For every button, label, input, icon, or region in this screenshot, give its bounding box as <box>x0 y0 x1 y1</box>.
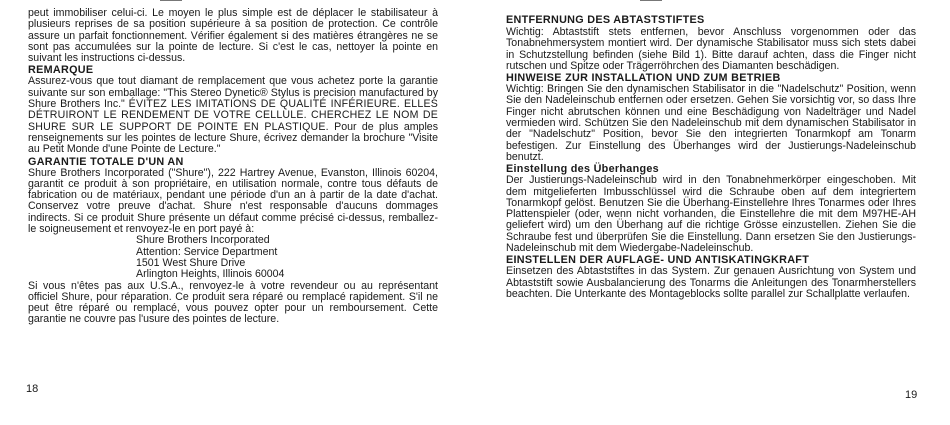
remarque-caps: ÉVITEZ LES IMITATIONS DE QUALITÉ INFÉRIEURE. ELLES DÉTRUIRONT LE RENDEMENT DE VOTRE CELLULE. CHERCHEZ LE NOM DE SHURE SUR LE SUPPORT DE POINTE EN PLASTIQUE. <box>28 98 438 133</box>
garantie-heading: GARANTIE TOTALE D'UN AN <box>28 155 184 168</box>
address-block <box>136 235 438 280</box>
paragraph-installation: Wichtig: Bringen Sie den dynamischen Stabilisator in die "Nadelschutz" Position, wenn Sie den Nadeleinschub entfernen oder ersetzen. Gehen Sie vorsichtig vor, so dass Ihre Finger nicht abrutschen können und eine Beschädigung von Nadelträger und Nadel vermieden wird. Schützen Sie den Nadeleinschub mit dem dynamischen Stabilisator in der "Nadelschutz" Position, bevor Sie den integrierten Tonarmkopf am Tonarm befestigen. Zur Einstellung des Überhanges wird der Justierungs-Nadeleinschub benutzt. <box>506 83 916 163</box>
heading-installation: HINWEISE ZUR INSTALLATION UND ZUM BETRIEB <box>506 72 781 85</box>
garantie-paragraph: Shure Brothers Incorporated ("Shure"), 222 Hartrey Avenue, Evanston, Illinois 60204, garantit ce produit à son propriétaire, en utilisation normale, contre tous défauts de fabrication ou de matériaux, pendant une période d'un an à partir de la date d'achat. Conservez votre preuve d'achat. Shure n'est responsable d'aucuns dommages indirects. Si ce produit Shure présente un défaut comme précisé ci-dessus, remballez-le soigneusement et renvoyez-le en port payé à: <box>28 166 438 236</box>
heading-entfernung: ENTFERNUNG DES ABTASTSTIFTES <box>506 14 705 26</box>
heading-auflage: EINSTELLEN DER AUFLAGE- UND ANTISKATINGKRAFT <box>506 254 810 267</box>
address-line: 1501 West Shure Drive <box>136 256 246 269</box>
address-line: Attention: Service Department <box>136 245 278 258</box>
right-page <box>506 0 916 425</box>
remarque-heading: REMARQUE <box>28 64 94 77</box>
page-number-left: 18 <box>26 383 39 395</box>
page-number-right: 19 <box>905 389 918 401</box>
heading-ueberhang: Einstellung des Überhanges <box>506 163 659 176</box>
paragraph-ueberhang: Der Justierungs-Nadeleinschub wird in den Tonabnehmerkörper eingeschoben. Mit dem mitgelieferten Imbusschlüssel wird die Schraube oben auf dem integriertem Tonarmkopf gelöst. Benutzen Sie die Überhang-Einstellehre Ihres Tonarmes oder Ihres Plattenspieler (oder, wenn nicht vorhanden, die Einstellehre die mit dem M97HE-AH geliefert wird) um den Überhang auf die richtige Grösse einzustellen. Ziehen Sie die Schraube fest und überprüfen Sie die Einstellung. Dann ersetzen Sie den Justierungs-Nadeleinschub mit dem Wiedergabe-Nadeleinschub. <box>506 174 916 255</box>
closing-paragraph: Si vous n'êtes pas aux U.S.A., renvoyez-le à votre revendeur ou au représentant officiel Shure, pour réparation. Ce produit sera réparé ou remplacé rapidement. S'il ne peut être réparé ou remplacé, vous pouvez opter pour un remboursement. Cette garantie ne couvre pas l'usure des pointes de lecture. <box>28 279 438 326</box>
intro-paragraph: peut immobiliser celui-ci. Le moyen le plus simple est de déplacer le stabilisateur à plusieurs reprises de sa position supérieure à sa position de protection. Ce contrôle assure un parfait fonctionnement. Vérifier également si des matières étrangères ne se sont pas accumulées sur la pointe de lecture. Si c'est le cas, nettoyer la pointe en suivant les instructions ci-dessus. <box>28 7 438 65</box>
paragraph-auflage: Einsetzen des Abtaststiftes in das System. Zur genauen Ausrichtung von System und Abtaststift sowie Ausbalancierung des Tonarms die Anleitungen des Tonarmherstellers beachten. Die Unterkante des Montageblocks sollte parallel zur Schallplatte verlaufen. <box>506 265 916 300</box>
left-page <box>28 0 438 425</box>
address-line: Shure Brothers Incorporated <box>136 234 270 247</box>
remarque-text-2: Pour de plus amples renseignements sur les pointes de lecture Shure, écrivez demander la brochure "Visite au Petit Monde d'une Pointe de Lecture." <box>28 120 438 156</box>
remarque-text-1: Assurez-vous que tout diamant de remplacement que vous achetez porte la garantie suivante sur son emballage: "This Stereo Dynetic® Stylus is precision manufactured by Shure Brothers Inc." <box>28 75 438 111</box>
paragraph-entfernung: Wichtig: Abtaststift stets entfernen, bevor Anschluss vorgenommen oder das Tonabnehmersystem montiert wird. Der dynamische Stabilisator muss sich stets dabei in Schutzstellung befinden (siehe Bild 1). Bitte darauf achten, dass die Finger nicht rutschen und Spitze oder Trägerröhrchen des Diamanten beschädigen. <box>506 26 916 72</box>
remarque-paragraph <box>28 76 438 155</box>
address-line: Arlington Heights, Illinois 60004 <box>136 268 285 281</box>
